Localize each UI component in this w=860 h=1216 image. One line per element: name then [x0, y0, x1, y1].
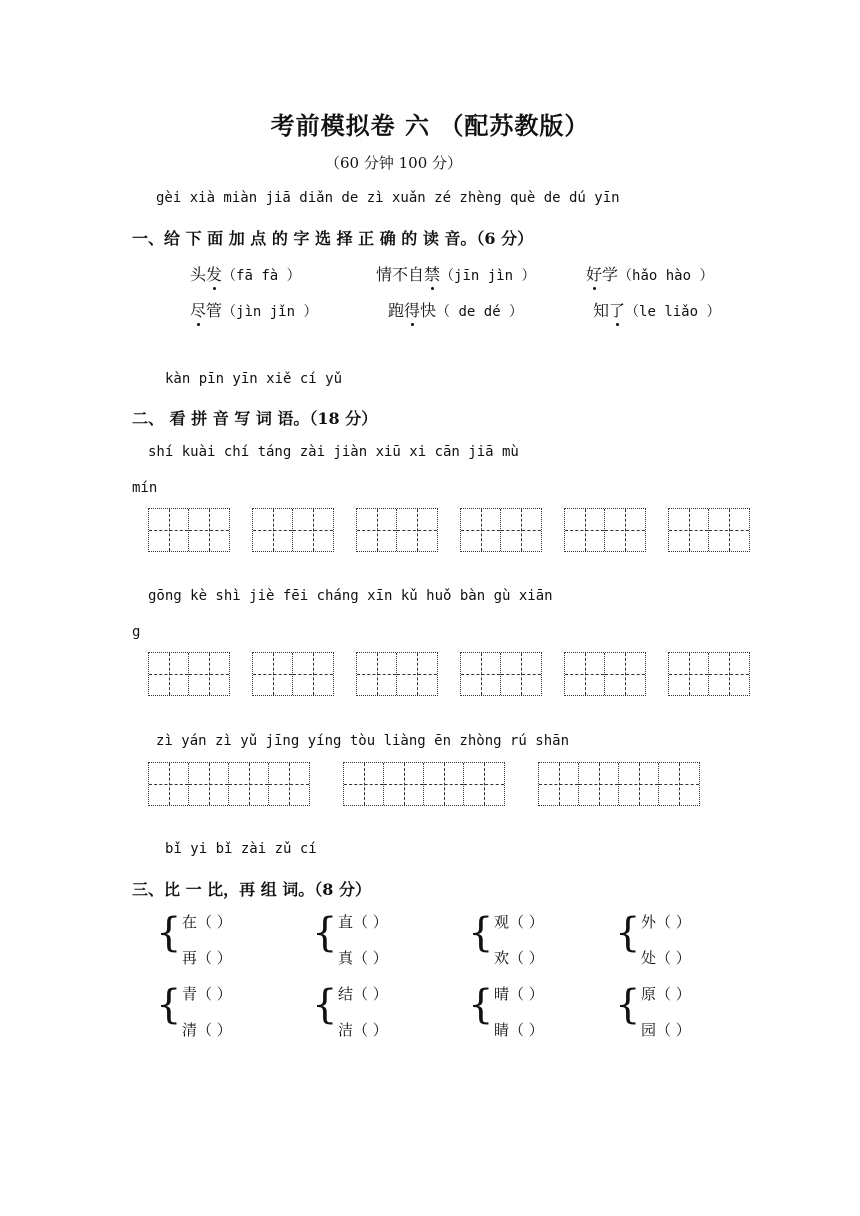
answer-box[interactable] — [148, 762, 310, 806]
answer-paren: （ ） — [197, 1021, 232, 1039]
answer-box[interactable] — [564, 508, 646, 552]
row2-pinyin-wrap: g — [132, 624, 141, 640]
char: 观 — [494, 913, 510, 931]
char: 直 — [338, 913, 354, 931]
answer-box[interactable] — [356, 508, 438, 552]
answer-box[interactable] — [668, 508, 750, 552]
q1-item-1: 头发（fā fà ） — [190, 262, 301, 285]
answer-box[interactable] — [148, 508, 230, 552]
section1-pinyin: gèi xià miàn jiā diǎn de zì xuǎn zé zhèng què de dú yīn — [156, 190, 620, 206]
answer-paren: （ ） — [509, 1021, 544, 1039]
char: 洁 — [338, 1021, 354, 1039]
answer-box[interactable] — [564, 652, 646, 696]
row1-pinyin: shí kuài chí táng zài jiàn xiū xi cān jiā mù — [148, 444, 519, 460]
char: 清 — [182, 1021, 198, 1039]
dotted-char: 了 — [609, 298, 625, 321]
answer-paren: （ ） — [197, 985, 232, 1003]
q1-item-6: 知了（le liǎo ） — [593, 298, 720, 321]
brace: { — [468, 910, 494, 956]
answer-paren: （ ） — [197, 913, 232, 931]
answer-box[interactable] — [668, 652, 750, 696]
row3-pinyin: zì yán zì yǔ jīng yíng tòu liàng ēn zhòng rú shān — [156, 733, 570, 749]
page-title: 考前模拟卷 六 （配苏教版） — [270, 111, 590, 140]
dotted-char: 尽 — [190, 298, 206, 321]
answer-paren: （ ） — [353, 985, 388, 1003]
answer-box[interactable] — [252, 652, 334, 696]
answer-paren: （ ） — [656, 985, 691, 1003]
compare-row-1 — [0, 905, 860, 977]
dotted-char: 得 — [404, 298, 420, 321]
q1-item-3: 好学（hǎo hào ） — [586, 262, 713, 285]
answer-grid-row-1 — [0, 508, 860, 552]
answer-paren: （ ） — [509, 949, 544, 967]
row2-pinyin: gōng kè shì jiè fēi cháng xīn kǔ huǒ bàn gù xiān — [148, 588, 553, 604]
q1-item-5: 跑得快（ de dé ） — [388, 298, 523, 321]
char: 园 — [641, 1021, 657, 1039]
char: 在 — [182, 913, 198, 931]
answer-paren: （ ） — [197, 949, 232, 967]
char: 睛 — [494, 1021, 510, 1039]
brace: { — [156, 982, 182, 1028]
char: 真 — [338, 949, 354, 967]
answer-box[interactable] — [460, 652, 542, 696]
section1-heading: 一、给 下 面 加 点 的 字 选 择 正 确 的 读 音。（6 分） — [132, 229, 534, 248]
brace: { — [156, 910, 182, 956]
answer-box[interactable] — [148, 652, 230, 696]
brace: { — [615, 910, 641, 956]
char: 晴 — [494, 985, 510, 1003]
char: 再 — [182, 949, 198, 967]
answer-box[interactable] — [460, 508, 542, 552]
char: 外 — [641, 913, 657, 931]
dotted-char: 好 — [586, 262, 602, 285]
answer-paren: （ ） — [656, 913, 691, 931]
char: 青 — [182, 985, 198, 1003]
char: 处 — [641, 949, 657, 967]
section2-heading: 二、 看 拼 音 写 词 语。（18 分） — [132, 409, 378, 428]
answer-grid-row-2 — [0, 652, 860, 696]
char: 原 — [641, 985, 657, 1003]
answer-paren: （ ） — [656, 949, 691, 967]
answer-paren: （ ） — [353, 913, 388, 931]
q1-item-4: 尽管（jìn jǐn ） — [190, 298, 317, 321]
answer-paren: （ ） — [509, 913, 544, 931]
row1-pinyin-wrap: mín — [132, 480, 158, 496]
brace: { — [312, 910, 338, 956]
answer-box[interactable] — [343, 762, 505, 806]
dotted-char: 禁 — [424, 262, 440, 285]
answer-grid-row-3 — [0, 762, 860, 806]
brace: { — [312, 982, 338, 1028]
brace: { — [615, 982, 641, 1028]
answer-paren: （ ） — [509, 985, 544, 1003]
compare-row-2 — [0, 977, 860, 1049]
section3-heading: 三、比 一 比，再 组 词。（8 分） — [132, 880, 371, 899]
answer-paren: （ ） — [656, 1021, 691, 1039]
answer-paren: （ ） — [353, 949, 388, 967]
char: 结 — [338, 985, 354, 1003]
exam-info: （60 分钟 100 分） — [325, 154, 463, 172]
answer-box[interactable] — [538, 762, 700, 806]
brace: { — [468, 982, 494, 1028]
section3-pinyin: bǐ yi bǐ zài zǔ cí — [165, 841, 317, 857]
char: 欢 — [494, 949, 510, 967]
answer-box[interactable] — [252, 508, 334, 552]
answer-box[interactable] — [356, 652, 438, 696]
answer-paren: （ ） — [353, 1021, 388, 1039]
section2-pinyin: kàn pīn yīn xiě cí yǔ — [165, 371, 343, 387]
dotted-char: 发 — [206, 262, 222, 285]
q1-item-2: 情不自禁（jīn jìn ） — [376, 262, 535, 285]
